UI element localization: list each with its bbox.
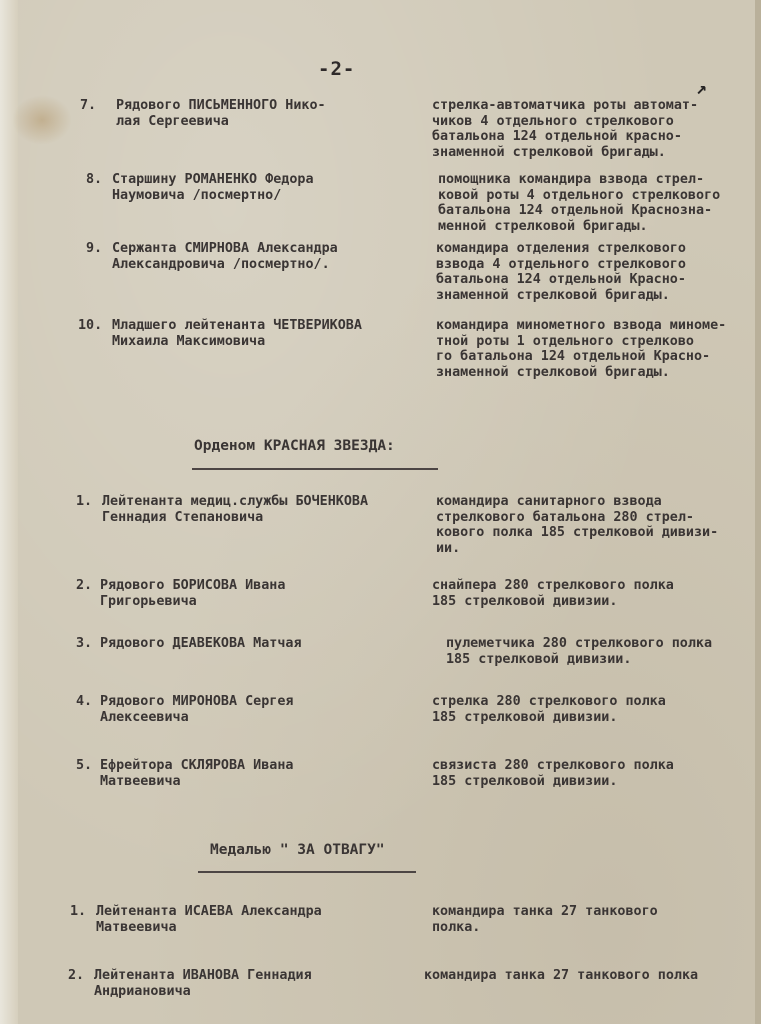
- position-line-1: стрелка-автоматчика роты автомат-: [432, 98, 699, 113]
- entry-person: [94, 968, 312, 999]
- position-line-2: тной роты 1 отдельного стрелково: [436, 333, 694, 349]
- position-line-1: командира танка 27 танкового: [432, 904, 658, 919]
- person-line-2: Матвеевича: [96, 919, 177, 935]
- section-heading-red-star: Орденом КРАСНАЯ ЗВЕЗДА:: [194, 438, 395, 454]
- position-line-2: стрелкового батальона 280 стрел-: [436, 509, 694, 525]
- position-line-4: менной стрелковой бригады.: [438, 218, 648, 234]
- section-heading-medal: Медалью " ЗА ОТВАГУ": [210, 842, 385, 858]
- check-mark: ↗: [696, 78, 707, 99]
- position-line-1: командира минометного взвода миноме-: [436, 318, 727, 333]
- person-line-1: Рядового МИРОНОВА Сергея: [100, 694, 294, 709]
- section-underline: [198, 871, 416, 873]
- person-line-2: Александровича /посмертно/.: [112, 256, 330, 272]
- entry-person: [100, 636, 302, 652]
- position-line-4: знаменной стрелковой бригады.: [432, 144, 666, 160]
- person-line-1: Рядового БОРИСОВА Ивана: [100, 578, 286, 593]
- position-line-2: 185 стрелковой дивизии.: [432, 709, 618, 725]
- position-line-3: батальона 124 отдельной Красно-: [436, 272, 686, 287]
- person-line-2: Наумовича /посмертно/: [112, 187, 282, 203]
- entry-person: [112, 318, 362, 349]
- position-line-1: помощника командира взвода стрел-: [438, 172, 705, 187]
- position-line-4: знаменной стрелковой бригады.: [436, 364, 670, 380]
- person-line-1: Ефрейтора СКЛЯРОВА Ивана: [100, 758, 294, 773]
- entry-position: [438, 172, 761, 234]
- position-line-2: ковой роты 4 отдельного стрелкового: [438, 187, 721, 203]
- person-line-1: Лейтенанта медиц.службы БОЧЕНКОВА: [102, 494, 369, 509]
- entry-position: [432, 758, 758, 789]
- position-line-1: командира санитарного взвода: [436, 494, 662, 509]
- person-line-2: лая Сергеевича: [116, 113, 229, 129]
- position-line-1: пулеметчика 280 стрелкового полка: [446, 636, 713, 651]
- entry-position: [436, 494, 761, 556]
- person-line-2: Геннадия Степановича: [102, 509, 264, 525]
- position-line-2: взвода 4 отдельного стрелкового: [436, 256, 686, 272]
- person-line-1: Младшего лейтенанта ЧЕТВЕРИКОВА: [112, 318, 362, 333]
- entry-number: 1.: [76, 494, 93, 509]
- entry-person: [96, 904, 322, 935]
- entry-number: 8.: [86, 172, 103, 187]
- position-line-3: батальона 124 отдельной красно-: [432, 129, 682, 144]
- paper-stain: [12, 95, 72, 145]
- entry-position: [446, 636, 761, 667]
- entry-position: [432, 98, 758, 160]
- entry-person: [116, 98, 326, 129]
- person-line-1: Рядового ПИСЬМЕННОГО Нико-: [116, 98, 326, 113]
- position-line-3: батальона 124 отдельной Краснозна-: [438, 203, 713, 218]
- entry-number: 1.: [70, 904, 87, 919]
- position-line-2: командира танка 27 танкового полка: [424, 968, 699, 983]
- entry-person: [112, 172, 314, 203]
- entry-number: 3.: [76, 636, 93, 651]
- person-line-1: Лейтенанта ИСАЕВА Александра: [96, 904, 322, 919]
- person-line-1: Лейтенанта ИВАНОВА Геннадия: [94, 968, 312, 983]
- person-line-1: Старшину РОМАНЕНКО Федора: [112, 172, 314, 187]
- person-line-2: Григорьевича: [100, 593, 197, 609]
- entry-number: 9.: [86, 241, 103, 256]
- person-line-1: Сержанта СМИРНОВА Александра: [112, 241, 338, 256]
- entry-number: 10.: [78, 318, 103, 333]
- entry-person: [102, 494, 368, 525]
- person-line-1: Рядового ДЕАВЕКОВА Матчая: [100, 636, 302, 651]
- position-line-1: снайпера 280 стрелкового полка: [432, 578, 674, 593]
- person-line-2: Матвеевича: [100, 773, 181, 789]
- position-line-2: чиков 4 отдельного стрелкового: [432, 113, 674, 129]
- entry-person: [112, 241, 338, 272]
- position-line-3: го батальона 124 отдельной Красно-: [436, 349, 711, 364]
- entry-person: [100, 694, 293, 725]
- entry-number: 2.: [68, 968, 85, 983]
- page-number: -2-: [318, 58, 356, 80]
- position-line-4: ии.: [436, 540, 461, 556]
- entry-position: [424, 968, 750, 984]
- position-line-1: командира отделения стрелкового: [436, 241, 686, 256]
- entry-number: 4.: [76, 694, 93, 709]
- entry-number: 2.: [76, 578, 93, 593]
- entry-number: 5.: [76, 758, 93, 773]
- position-line-1: связиста 280 стрелкового полка: [432, 758, 674, 773]
- person-line-2: Андриановича: [94, 983, 191, 999]
- entry-person: [100, 758, 293, 789]
- person-line-2: Михаила Максимовича: [112, 333, 266, 349]
- person-line-2: Алексеевича: [100, 709, 189, 725]
- entry-position: [432, 578, 758, 609]
- entry-position: [432, 694, 758, 725]
- entry-position: [432, 904, 758, 935]
- entry-position: [436, 318, 761, 380]
- position-line-2: 185 стрелковой дивизии.: [432, 593, 618, 609]
- section-underline: [192, 468, 438, 470]
- entry-person: [100, 578, 285, 609]
- position-line-2: 185 стрелковой дивизии.: [432, 773, 618, 789]
- entry-position: [436, 241, 761, 303]
- position-line-2: 185 стрелковой дивизии.: [446, 651, 632, 667]
- entry-number: 7.: [80, 98, 97, 113]
- position-line-2: полка.: [432, 919, 481, 935]
- position-line-4: знаменной стрелковой бригады.: [436, 287, 670, 303]
- position-line-1: стрелка 280 стрелкового полка: [432, 694, 666, 709]
- position-line-3: кового полка 185 стрелковой дивизи-: [436, 525, 719, 540]
